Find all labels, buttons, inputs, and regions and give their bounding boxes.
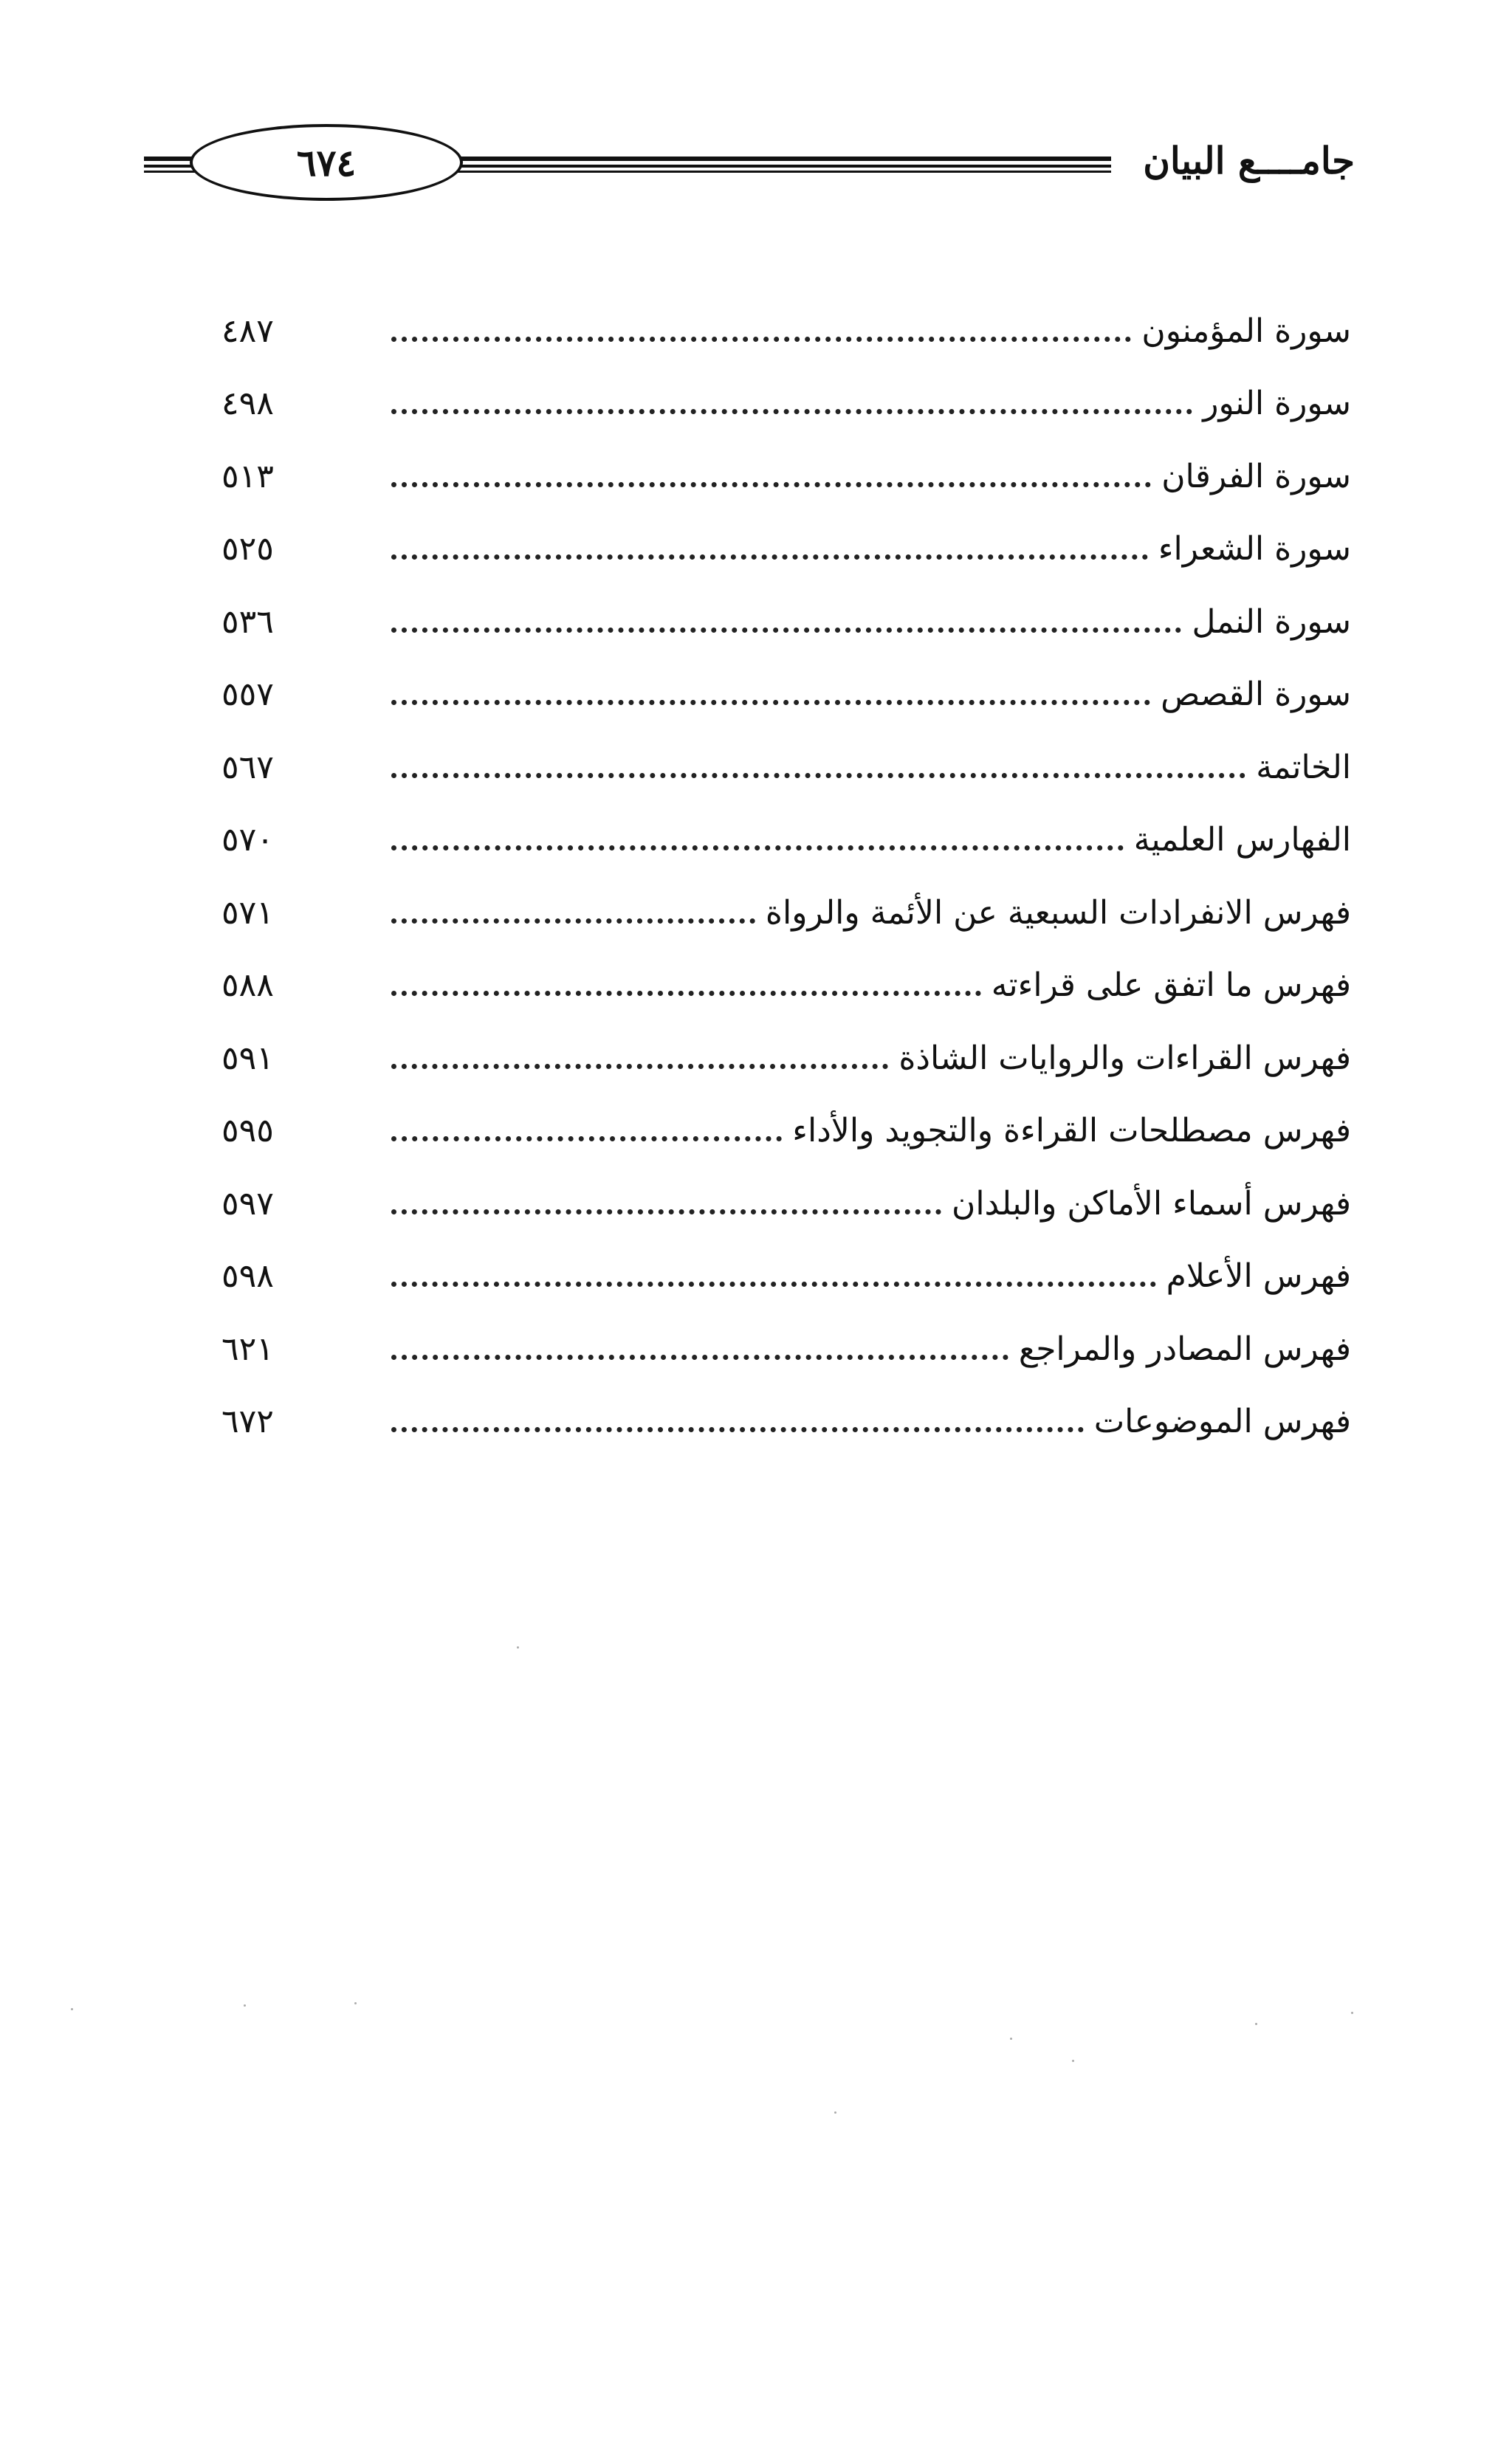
toc-row[interactable] — [221, 862, 1351, 935]
scan-speck — [244, 2004, 246, 2007]
toc-entry-page: ٥٢٥ — [221, 530, 274, 568]
toc-entry-title: سورة الشعراء — [1158, 530, 1351, 568]
scan-speck — [834, 2111, 836, 2114]
toc-entry-page: ٤٩٨ — [221, 385, 274, 422]
toc-entry-page: ٥٣٦ — [221, 602, 274, 641]
dot-leader — [391, 1064, 888, 1069]
toc-row[interactable] — [221, 1008, 1351, 1081]
scan-speck — [1255, 2023, 1257, 2025]
toc-entry-page: ٥٧٠ — [221, 821, 274, 859]
toc-row[interactable] — [221, 1153, 1351, 1226]
toc-entry-title: سورة النور — [1203, 385, 1351, 422]
dot-leader — [391, 628, 1181, 633]
toc-entry-page: ٦٢١ — [221, 1330, 274, 1368]
dot-leader — [391, 700, 1150, 705]
scan-speck — [1351, 2012, 1353, 2014]
scan-speck — [1010, 2038, 1012, 2040]
toc-entry-title: سورة النمل — [1192, 602, 1351, 641]
dot-leader — [391, 1136, 782, 1141]
toc-row[interactable] — [221, 354, 1351, 427]
toc-entry-page: ٥٩٧ — [221, 1184, 274, 1223]
toc-entry-page: ٥١٣ — [221, 457, 274, 495]
dot-leader — [391, 1427, 1084, 1432]
scan-speck — [1072, 2060, 1074, 2062]
toc-entry-page: ٥٩٥ — [221, 1112, 274, 1149]
page-number: ٦٧٤ — [296, 140, 357, 185]
toc-row[interactable] — [221, 571, 1351, 645]
toc-row[interactable] — [221, 1299, 1351, 1372]
toc-entry-title: سورة الفرقان — [1161, 457, 1351, 495]
toc-entry-page: ٥٧١ — [221, 893, 274, 932]
toc-entry-title: فهرس أسماء الأماكن والبلدان — [952, 1184, 1351, 1223]
table-of-contents — [221, 281, 1351, 1444]
toc-entry-title: فهرس الأعلام — [1166, 1257, 1351, 1295]
dot-leader — [391, 991, 981, 996]
toc-entry-page: ٤٨٧ — [221, 312, 274, 350]
toc-entry-title: الخاتمة — [1256, 748, 1351, 786]
toc-entry-title: فهرس مصطلحات القراءة والتجويد والأداء — [792, 1112, 1351, 1149]
dot-leader — [391, 1209, 941, 1214]
dot-leader — [391, 337, 1131, 342]
dot-leader — [391, 1355, 1008, 1360]
toc-row[interactable] — [221, 426, 1351, 499]
scan-speck — [71, 2008, 73, 2010]
page-number-oval — [190, 124, 463, 201]
toc-row[interactable] — [221, 935, 1351, 1008]
toc-row[interactable] — [221, 717, 1351, 790]
toc-entry-title: فهرس الانفرادات السبعية عن الأئمة والرواة — [765, 893, 1351, 932]
toc-entry-title: فهرس ما اتفق على قراءته — [991, 966, 1351, 1004]
toc-row[interactable] — [221, 1226, 1351, 1299]
dot-leader — [391, 482, 1151, 487]
toc-row[interactable] — [221, 499, 1351, 572]
toc-row[interactable] — [221, 645, 1351, 718]
toc-row[interactable] — [221, 1081, 1351, 1154]
scan-speck — [517, 1646, 519, 1649]
dot-leader — [391, 918, 755, 924]
toc-entry-title: الفهارس العلمية — [1133, 821, 1351, 859]
dot-leader — [391, 1282, 1156, 1287]
dot-leader — [391, 554, 1148, 560]
toc-entry-title: فهرس الموضوعات — [1093, 1403, 1351, 1440]
dot-leader — [391, 845, 1124, 850]
toc-entry-page: ٥٦٧ — [221, 748, 274, 786]
book-title: جامــــع البيان — [1143, 139, 1355, 182]
toc-row[interactable] — [221, 281, 1351, 354]
scan-speck — [354, 2002, 357, 2004]
toc-entry-title: سورة القصص — [1161, 676, 1351, 713]
toc-entry-page: ٥٩٨ — [221, 1257, 274, 1295]
dot-leader — [391, 773, 1245, 778]
toc-row[interactable] — [221, 790, 1351, 863]
toc-entry-page: ٥٥٧ — [221, 676, 274, 713]
toc-entry-page: ٥٨٨ — [221, 966, 274, 1004]
toc-entry-title: سورة المؤمنون — [1141, 312, 1351, 350]
toc-entry-page: ٦٧٢ — [221, 1403, 274, 1440]
toc-entry-title: فهرس المصادر والمراجع — [1018, 1330, 1351, 1368]
toc-row[interactable] — [221, 1372, 1351, 1445]
dot-leader — [391, 409, 1192, 414]
running-header — [144, 124, 1355, 205]
toc-entry-page: ٥٩١ — [221, 1039, 274, 1077]
toc-entry-title: فهرس القراءات والروايات الشاذة — [898, 1039, 1351, 1077]
